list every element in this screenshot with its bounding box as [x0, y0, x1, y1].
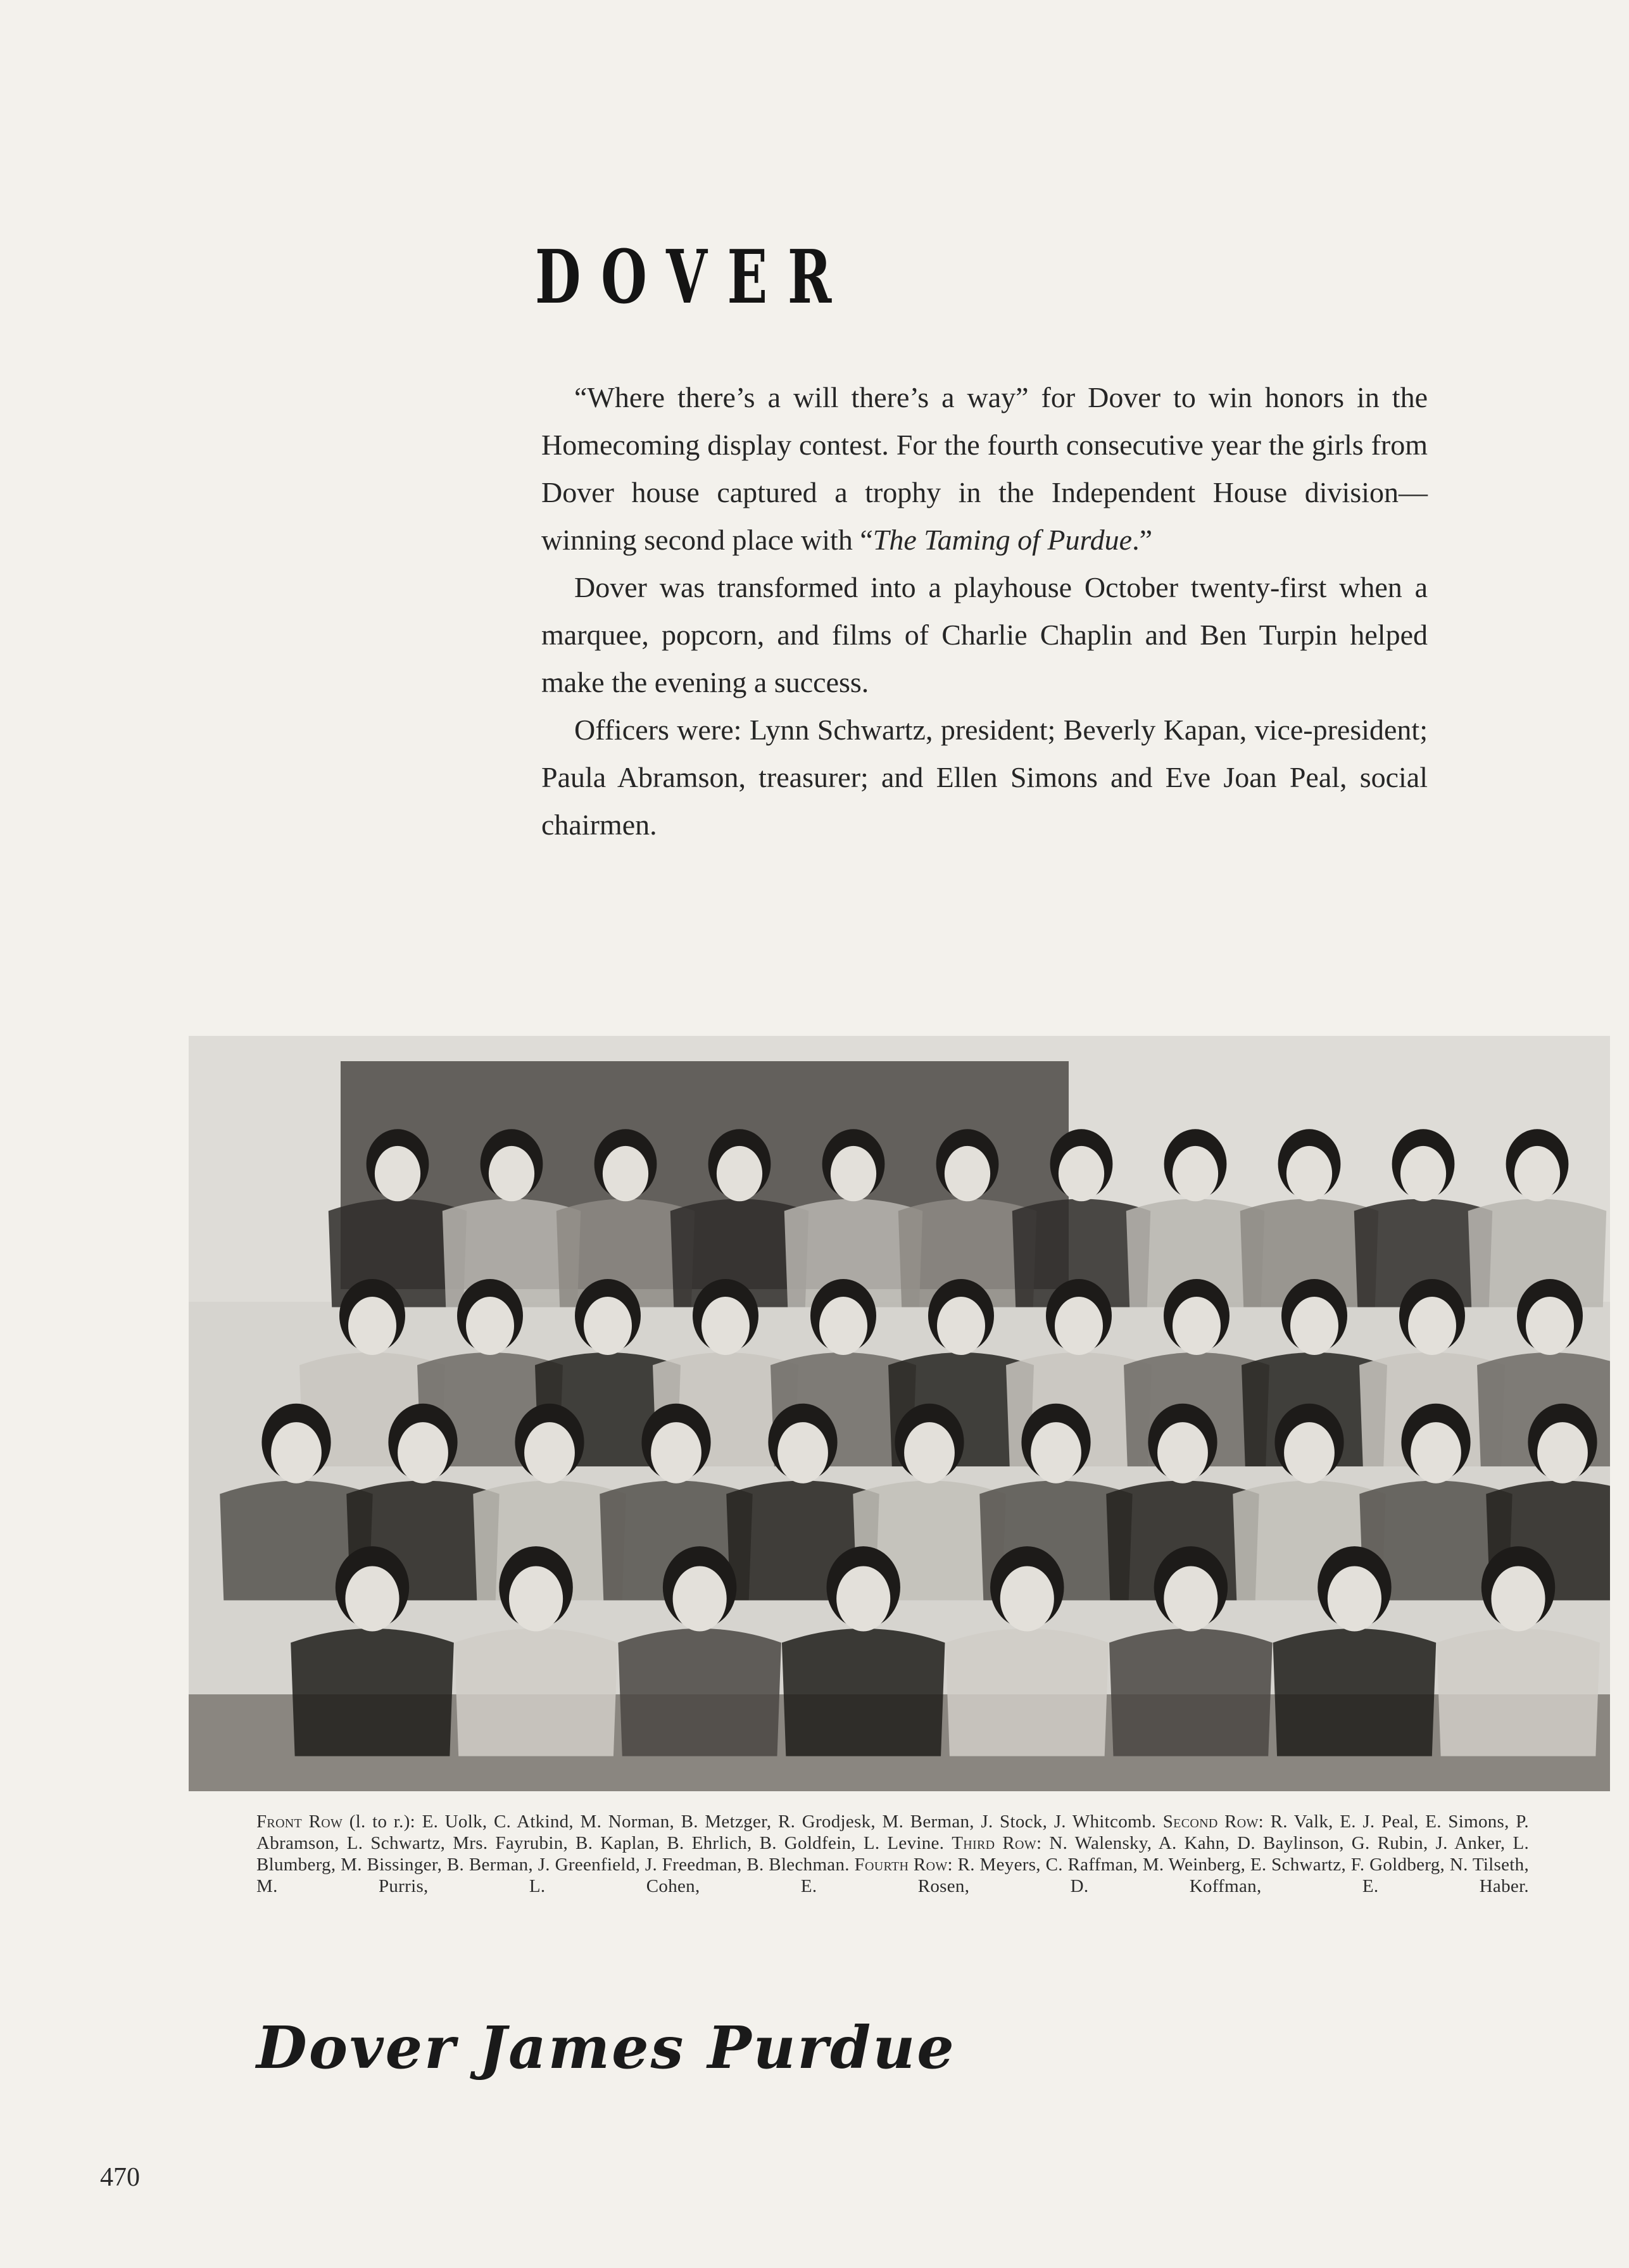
person-face	[1031, 1422, 1081, 1484]
person-face	[1059, 1146, 1104, 1201]
paragraph-officers: Officers were: Lynn Schwartz, president; Beverly Kapan, vice-president; Paula Abramson, treasurer; and Ellen Simons and Eve Joan Peal, social chairmen.	[541, 714, 1428, 841]
paragraph-playhouse: Dover was transformed into a playhouse October twenty-first when a marquee, popcorn, and films of Charlie Chaplin and Ben Turpin helped make the evening a success.	[541, 571, 1428, 698]
paragraph-homecoming	[541, 374, 1428, 564]
person-face	[348, 1297, 396, 1355]
person-face	[717, 1146, 762, 1201]
person-face	[584, 1297, 632, 1355]
photo-caption	[256, 1811, 1529, 1897]
person-face	[937, 1297, 985, 1355]
person-body	[1273, 1629, 1437, 1756]
person-face	[1173, 1146, 1218, 1201]
person-face	[1164, 1566, 1217, 1631]
person-body	[455, 1629, 618, 1756]
person-face	[398, 1422, 448, 1484]
person-face	[1157, 1422, 1208, 1484]
person-face	[1411, 1422, 1461, 1484]
person-face	[524, 1422, 575, 1484]
person-body	[782, 1629, 945, 1756]
article-body	[541, 374, 1428, 848]
second-row-label: Second Row	[1162, 1811, 1259, 1832]
person-face	[509, 1566, 563, 1631]
person-body	[1437, 1629, 1600, 1756]
person-body	[291, 1629, 454, 1756]
person-face	[271, 1422, 322, 1484]
person-face	[1537, 1422, 1588, 1484]
group-photo-icon	[189, 1036, 1610, 1791]
person-face	[1286, 1146, 1332, 1201]
person-face	[1055, 1297, 1103, 1355]
third-row-names: : N. Walensky, A. Kahn, D. Baylinson, G. Rubin, J. Anker, L. Blumberg, M. Bissinger, B. Berman, J. Greenfield, J. Freedman, B. Blechman.	[256, 1833, 1530, 1875]
person-face	[673, 1566, 727, 1631]
person-face	[489, 1146, 534, 1201]
person-body	[618, 1629, 781, 1756]
fourth-row-label: Fourth Row	[854, 1855, 948, 1875]
person-face	[1408, 1297, 1456, 1355]
person-face	[1290, 1297, 1338, 1355]
person-face	[777, 1422, 828, 1484]
front-row-names: (l. to r.): E. Uolk, C. Atkind, M. Norman, B. Metzger, R. Grodjesk, M. Berman, J. Stock, J. Whitcomb.	[343, 1811, 1163, 1832]
second-row-names: : R. Valk, E. J. Peal, E. Simons, P. Abramson, L. Schwartz, Mrs. Fayrubin, B. Kaplan, B. Ehrlich, B. Goldfein, L. Levine.	[256, 1811, 1529, 1853]
paragraph-1-text: “Where there’s a will there’s a way” for Dover to win honors in the Homecoming display contest. For the fourth consecutive year the girls from Dover house captured a trophy in the Independent House division—winning second place with “	[541, 381, 1428, 556]
person-face	[1526, 1297, 1574, 1355]
person-face	[1284, 1422, 1335, 1484]
page-title: DOVER	[535, 234, 852, 320]
third-row-label: Third Row	[952, 1833, 1036, 1853]
play-title: The Taming of Purdue	[872, 524, 1133, 556]
person-face	[904, 1422, 955, 1484]
front-row-label: Front Row	[256, 1811, 343, 1832]
person-face	[819, 1297, 867, 1355]
person-face	[836, 1566, 890, 1631]
group-photo	[189, 1036, 1610, 1791]
house-signature: Dover James Purdue	[256, 2013, 956, 2082]
person-body	[945, 1629, 1109, 1756]
person-face	[1400, 1146, 1446, 1201]
fourth-row-names: : R. Meyers, C. Raffman, M. Weinberg, E. Schwartz, F. Goldberg, N. Tilseth, M. Purris, L. Cohen, E. Rosen, D. Koffman, E. Haber.	[256, 1855, 1530, 1896]
person-face	[1514, 1146, 1560, 1201]
page-number: 470	[100, 2163, 140, 2192]
person-face	[603, 1146, 648, 1201]
person-face	[1000, 1566, 1054, 1631]
person-face	[375, 1146, 420, 1201]
person-face	[651, 1422, 701, 1484]
person-face	[701, 1297, 750, 1355]
person-face	[466, 1297, 514, 1355]
person-body	[1109, 1629, 1273, 1756]
person-face	[345, 1566, 399, 1631]
person-face	[831, 1146, 876, 1201]
person-face	[1328, 1566, 1381, 1631]
person-face	[945, 1146, 990, 1201]
paragraph-1-end: .”	[1132, 524, 1153, 556]
person-face	[1491, 1566, 1545, 1631]
person-face	[1173, 1297, 1221, 1355]
